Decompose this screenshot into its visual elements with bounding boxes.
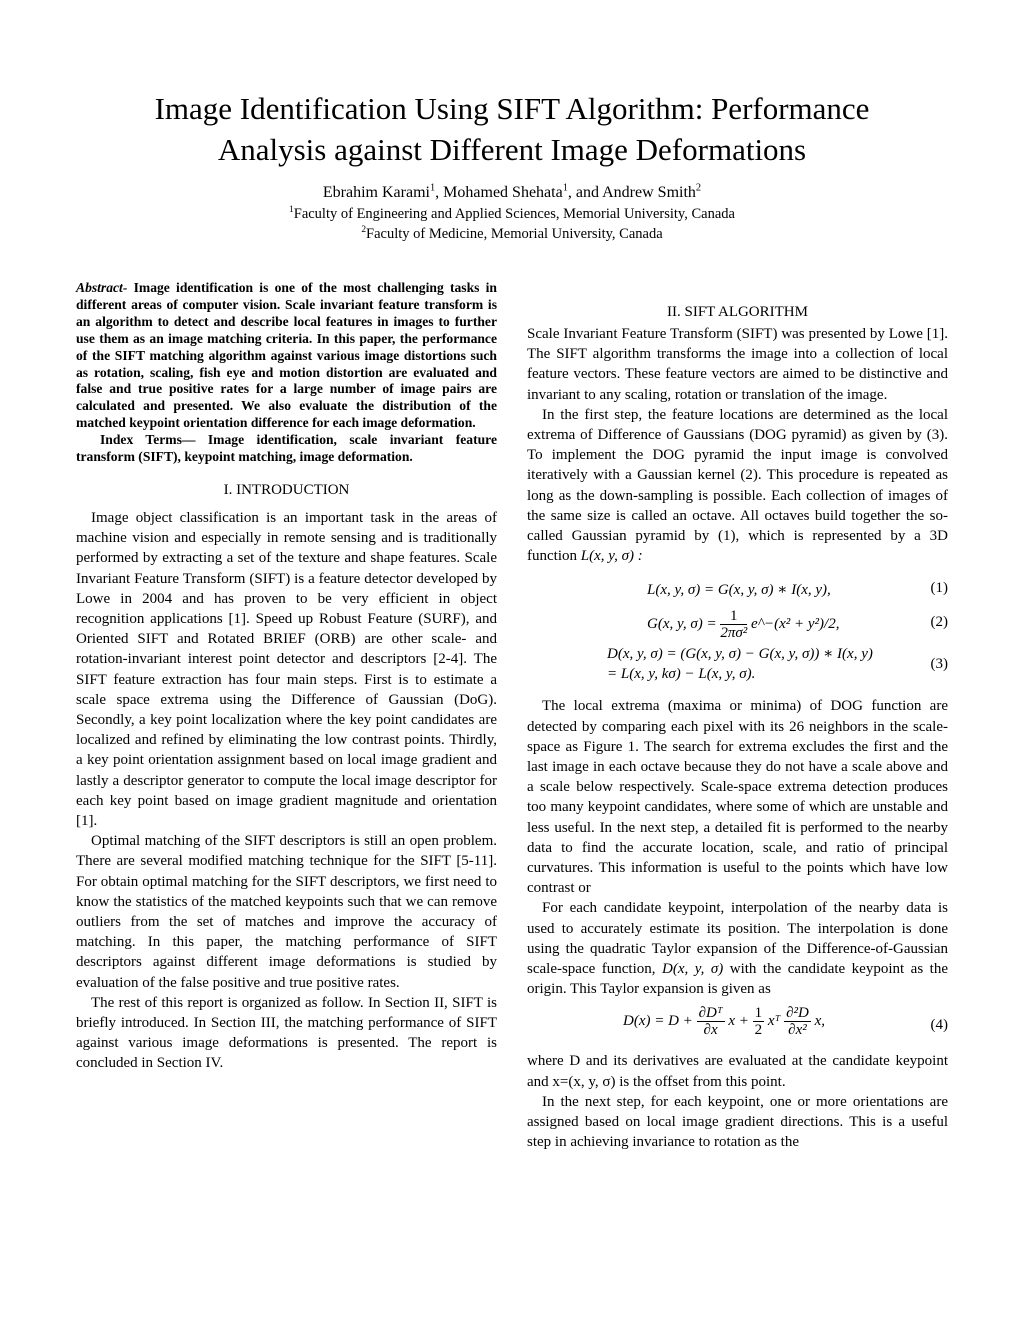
dog-function: D(x, y, σ) [662,961,724,978]
equation-1 [527,576,948,606]
equation-2-fraction [720,608,747,641]
equation-4-fraction-2-top: 1 [754,1005,763,1022]
equation-3-line-1: D(x, y, σ) = (G(x, y, σ) − G(x, y, σ)) ∗ I(x, y) [607,646,873,663]
equation-4-fraction-3 [784,1005,811,1038]
equation-2-body [647,608,839,641]
abstract-label: Abstract- [76,280,128,295]
index-terms: Index Terms— Image identification, scale invariant feature transform (SIFT), keypoint matching, image deformation. [76,432,497,465]
equation-2-denominator: 2πσ² [720,625,748,642]
affiliation-2-text: Faculty of Medicine, Memorial University, Canada [366,226,663,242]
affiliation-1 [60,205,964,224]
sift-paragraph-1: Scale Invariant Feature Transform (SIFT) was presented by Lowe [1]. The SIFT algorithm transforms the image into a collection of local feature vectors. These feature vectors are aimed to be distinctive and invariant to any scaling, rotation or translation of the image. [527,326,948,403]
author-list: Ebrahim Karami$^1$, Mohamed Shehata$^1$, and Andrew Smith$^2$ [322,182,702,201]
sift-paragraph-2-text: In the first step, the feature locations are determined as the local extrema of Difference of Gaussians (DOG pyramid) as given by (3). To implement the DOG pyramid the input image is convolved iteratively with a Gaussian kernel (2). This procedure is repeated as long as the down-sampling is possible. Each collection of images of the same size is called an octave. All octaves build together the so-called Gaussian pyramid by (1), which is represented by a 3D function [527,406,948,565]
equation-1-body: L(x, y, σ) = G(x, y, σ) ∗ I(x, y), [647,582,831,599]
affiliation-1-mark: 1 [289,205,294,216]
author-3-affil-mark: 2 [695,182,702,194]
author-3: and Andrew Smith [575,184,696,201]
section-heading-sift: II. SIFT ALGORITHM [667,304,808,320]
equation-4-fraction-3-top: ∂²D [786,1005,809,1022]
equation-4-fraction-2-bottom: 2 [754,1022,763,1039]
sift-paragraph-5: where D and its derivatives are evaluated at the candidate keypoint and x=(x, y, σ) is the offset from this point. [527,1053,948,1090]
equation-3-line-2: = L(x, y, kσ) − L(x, y, σ). [607,666,756,683]
paper-title [60,88,964,170]
left-column [76,280,497,1074]
abstract-text: Image identification is one of the most challenging tasks in different areas of computer vision. Scale invariant feature transform is an algorithm to detect and describe local features in images to further use them as an image matching criteria. In this paper, the performance of the SIFT matching algorithm against various image distortions such as rotation, scaling, fish eye and motion distortion are evaluated and false and true positive rates for a large number of image pairs are calculated and presented. We also evaluate the distribution of the matched keypoint orientation difference for each image deformation. [76,280,497,431]
equations-1-3 [527,576,948,688]
equation-4-number: (4) [930,1017,948,1034]
equation-4-tail: x, [814,1013,826,1030]
section-heading-introduction: I. INTRODUCTION [223,481,350,498]
author-2: Mohamed Shehata [443,184,563,201]
gaussian-pyramid-function: L(x, y, σ) : [580,548,643,565]
equation-2-number: (2) [930,614,948,631]
title-line-1: Image Identification Using SIFT Algorithm: Performance [154,91,870,126]
equation-4-body [623,1005,825,1038]
equation-3-number: (3) [930,656,948,673]
equation-4 [527,1003,948,1047]
sift-paragraph-3: The local extrema (maxima or minima) of DOG function are detected by comparing each pixel with its 26 neighbors in the scale-space as Figure 1. The search for extrema excludes the first and the last image in each octave because they do not have a scale above and a scale below respectively. Scale-space extrema detection produces too many keypoint candidates, where some of which are unstable and less useful. In the next step, a detailed fit is performed to the nearby data to find the accurate location, scale, and ratio of principal curvatures. This information is useful to the points which have low contrast or [527,698,948,897]
author-1-affil-mark: 1 [429,182,436,194]
equation-3 [527,644,948,688]
equation-2-numerator: 1 [720,608,747,625]
author-2-affil-mark: 1 [562,182,568,194]
title-line-2: Analysis against Different Image Deformations [217,132,807,167]
affiliation-2-mark: 2 [361,225,367,236]
equation-2-exponential: e^−(x² + y²)/2 [751,616,836,633]
equation-4-x-transpose: xᵀ [767,1013,781,1030]
equation-1-number: (1) [930,580,948,597]
abstract [76,280,497,432]
equation-4-fraction-1 [697,1005,725,1038]
sift-paragraph-4-tail: with the candidate keypoint as the origin. This Taylor expansion is given as [527,961,948,998]
sift-paragraph-6: In the next step, for each keypoint, one or more orientations are assigned based on local image gradient directions. This is a useful step in achieving invariance to rotation as the [527,1093,948,1151]
equation-4-lhs: D(x) = D + [623,1013,693,1030]
equation-4-middle: x + [728,1013,749,1030]
right-column [527,292,948,1153]
affiliation-1-text: Faculty of Engineering and Applied Sciences, Memorial University, Canada [293,206,735,222]
intro-paragraph-2: Optimal matching of the SIFT descriptors is still an open problem. There are several modified matching technique for the SIFT [5-11]. For obtain optimal matching for the SIFT descriptors, we first need to know the statistics of the matched keypoints such that we can remove outliers from the set of matches and improve the accuracy of matching. In this paper, the matching performance of SIFT descriptors against different image deformations is studied by evaluation of the false positive and true positive rates. [76,833,497,991]
affiliation-2 [60,225,964,244]
author-1: Ebrahim Karami [322,184,430,201]
intro-paragraph-3: The rest of this report is organized as follow. In Section II, SIFT is briefly introduced. In Section III, the matching performance of SIFT against various image deformations is presented. The report is concluded in Section IV. [76,994,497,1072]
equation-2-comma: , [835,616,840,633]
sift-paragraph-4-text: For each candidate keypoint, interpolation of the nearby data is used to accurately estimate its position. The interpolation is done using the quadratic Taylor expansion of the Difference-of-Gaussian scale-space function, [527,900,948,978]
sift-paragraph-4 [527,898,948,999]
equation-4-fraction-1-bottom: ∂x [703,1022,718,1039]
equation-2-lhs: G(x, y, σ) = [647,616,717,633]
equation-4-fraction-2 [753,1005,765,1038]
equation-4-fraction-1-top: ∂Dᵀ [698,1005,723,1022]
sift-paragraph-2 [527,405,948,567]
equation-4-fraction-3-bottom: ∂x² [788,1022,807,1039]
equation-2 [527,606,948,644]
intro-paragraph-1: Image object classification is an important task in the areas of machine vision and especially in remote sensing and is traditionally performed by extracting a set of the texture and shape features. Scale Invariant Feature Transform (SIFT) is a feature detector developed by Lowe in 2004 and has proven to be very efficient in object recognition applications [1]. Speed up Robust Feature (SURF), and Oriented SIFT and Rotated BRIEF (ORB) are other scale- and rotation-invariant interest point detector and descriptors [2-4]. The SIFT feature extraction has four main steps. First is to estimate a scale space extrema using the Difference of Gaussian (DoG). Secondly, a key point localization where the key point candidates are localized and refined by eliminating the low contrast points. Thirdly, a key point orientation assignment based on local image gradient and lastly a descriptor generator to compute the local image descriptor for each key point based on image gradient magnitude and orientation [1]. [76,509,497,830]
